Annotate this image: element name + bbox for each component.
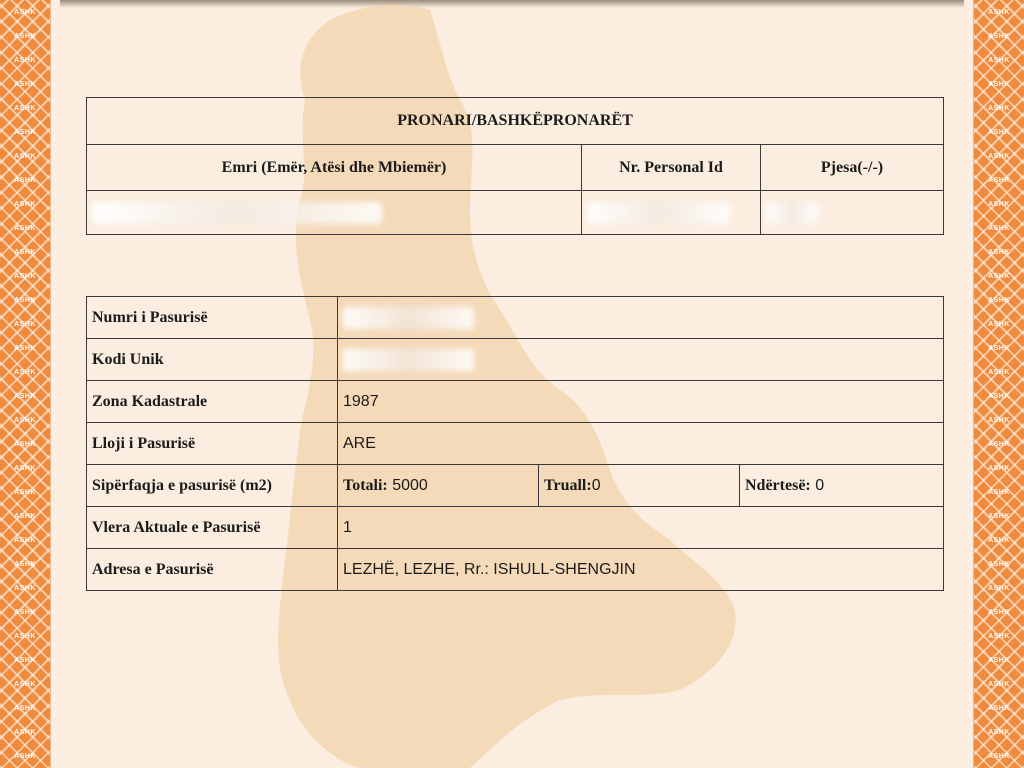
border-stamp: ASHK xyxy=(14,632,36,640)
border-stamp: ASHK xyxy=(988,752,1010,760)
border-stamp: ASHK xyxy=(14,248,36,256)
owners-table-title: PRONARI/BASHKËPRONARËT xyxy=(87,98,944,145)
redacted-kodi-value xyxy=(343,349,474,371)
owner-share-cell xyxy=(761,191,944,235)
border-stamp: ASHK xyxy=(988,440,1010,448)
lloji-value: ARE xyxy=(338,423,944,465)
border-stamp: ASHK xyxy=(988,368,1010,376)
border-stamp: ASHK xyxy=(14,344,36,352)
border-stamp: ASHK xyxy=(988,608,1010,616)
numri-value-cell xyxy=(338,297,944,339)
column-header-name: Emri (Emër, Atësi dhe Mbiemër) xyxy=(87,145,582,191)
numri-label: Numri i Pasurisë xyxy=(87,297,338,339)
border-stamp: ASHK xyxy=(988,56,1010,64)
totali-label: Totali: xyxy=(343,476,388,494)
totali-value: 5000 xyxy=(392,476,428,494)
border-stamp: ASHK xyxy=(14,80,36,88)
border-stamp: ASHK xyxy=(988,272,1010,280)
border-stamp: ASHK xyxy=(988,584,1010,592)
border-stamp: ASHK xyxy=(14,368,36,376)
zona-label: Zona Kadastrale xyxy=(87,381,338,423)
adresa-label: Adresa e Pasurisë xyxy=(87,549,338,591)
border-stamp: ASHK xyxy=(988,80,1010,88)
border-stamp: ASHK xyxy=(988,560,1010,568)
border-stamp: ASHK xyxy=(14,224,36,232)
border-stamp: ASHK xyxy=(988,680,1010,688)
border-stamp: ASHK xyxy=(988,128,1010,136)
border-stamp: ASHK xyxy=(14,152,36,160)
border-stamp: ASHK xyxy=(988,224,1010,232)
totali-cell xyxy=(338,465,539,507)
border-stamp: ASHK xyxy=(14,704,36,712)
border-stamp: ASHK xyxy=(988,320,1010,328)
column-header-personal-id: Nr. Personal Id xyxy=(582,145,761,191)
lloji-label: Lloji i Pasurisë xyxy=(87,423,338,465)
border-stamp: ASHK xyxy=(14,56,36,64)
kodi-label: Kodi Unik xyxy=(87,339,338,381)
border-stamp: ASHK xyxy=(988,488,1010,496)
border-stamp: ASHK xyxy=(14,104,36,112)
owner-name-cell xyxy=(87,191,582,235)
border-stamp: ASHK xyxy=(14,752,36,760)
border-stamp: ASHK xyxy=(14,488,36,496)
border-stamp: ASHK xyxy=(14,608,36,616)
property-table xyxy=(86,296,944,591)
adresa-value: LEZHË, LEZHE, Rr.: ISHULL-SHENGJIN xyxy=(338,549,944,591)
border-stamp: ASHK xyxy=(14,392,36,400)
border-stamp: ASHK xyxy=(14,560,36,568)
border-stamp: ASHK xyxy=(988,344,1010,352)
redacted-owner-name xyxy=(92,202,382,224)
border-stamp: ASHK xyxy=(988,512,1010,520)
redacted-numri-value xyxy=(343,307,474,329)
border-stamp: ASHK xyxy=(988,704,1010,712)
border-stamp: ASHK xyxy=(988,176,1010,184)
column-header-share: Pjesa(-/-) xyxy=(761,145,944,191)
siperfaqja-label: Sipërfaqja e pasurisë (m2) xyxy=(87,465,338,507)
owner-id-cell xyxy=(582,191,761,235)
ndertese-cell xyxy=(740,465,944,507)
ndertese-label: Ndërtesë: xyxy=(745,476,811,494)
truall-cell xyxy=(539,465,740,507)
border-stamp: ASHK xyxy=(14,680,36,688)
truall-label: Truall: xyxy=(544,476,592,494)
border-stamp: ASHK xyxy=(988,632,1010,640)
border-stamp: ASHK xyxy=(988,152,1010,160)
ndertese-value: 0 xyxy=(815,476,825,494)
border-stamp: ASHK xyxy=(14,296,36,304)
border-stamp: ASHK xyxy=(14,440,36,448)
border-stamp: ASHK xyxy=(988,296,1010,304)
border-stamp: ASHK xyxy=(14,320,36,328)
border-stamp: ASHK xyxy=(988,104,1010,112)
border-stamp: ASHK xyxy=(14,8,36,16)
border-stamp: ASHK xyxy=(988,32,1010,40)
border-stamp: ASHK xyxy=(14,272,36,280)
border-stamp: ASHK xyxy=(14,512,36,520)
border-stamp: ASHK xyxy=(988,248,1010,256)
border-stamp: ASHK xyxy=(988,536,1010,544)
border-stamp: ASHK xyxy=(14,176,36,184)
truall-value: 0 xyxy=(591,476,601,494)
border-stamp: ASHK xyxy=(14,464,36,472)
border-stamp: ASHK xyxy=(14,416,36,424)
border-stamp: ASHK xyxy=(14,32,36,40)
border-stamp: ASHK xyxy=(14,128,36,136)
border-stamp: ASHK xyxy=(14,584,36,592)
zona-value: 1987 xyxy=(338,381,944,423)
owners-table xyxy=(86,97,944,235)
redacted-owner-id xyxy=(587,202,730,224)
kodi-value-cell xyxy=(338,339,944,381)
redacted-owner-share xyxy=(766,202,818,224)
vlera-label: Vlera Aktuale e Pasurisë xyxy=(87,507,338,549)
border-stamp: ASHK xyxy=(988,656,1010,664)
border-stamp: ASHK xyxy=(14,728,36,736)
vlera-value: 1 xyxy=(338,507,944,549)
border-stamp: ASHK xyxy=(988,728,1010,736)
border-stamp: ASHK xyxy=(988,416,1010,424)
border-stamp: ASHK xyxy=(988,464,1010,472)
border-stamp: ASHK xyxy=(14,200,36,208)
border-stamp: ASHK xyxy=(14,656,36,664)
border-stamp: ASHK xyxy=(988,200,1010,208)
border-stamp: ASHK xyxy=(988,392,1010,400)
border-stamp: ASHK xyxy=(988,8,1010,16)
border-stamp: ASHK xyxy=(14,536,36,544)
